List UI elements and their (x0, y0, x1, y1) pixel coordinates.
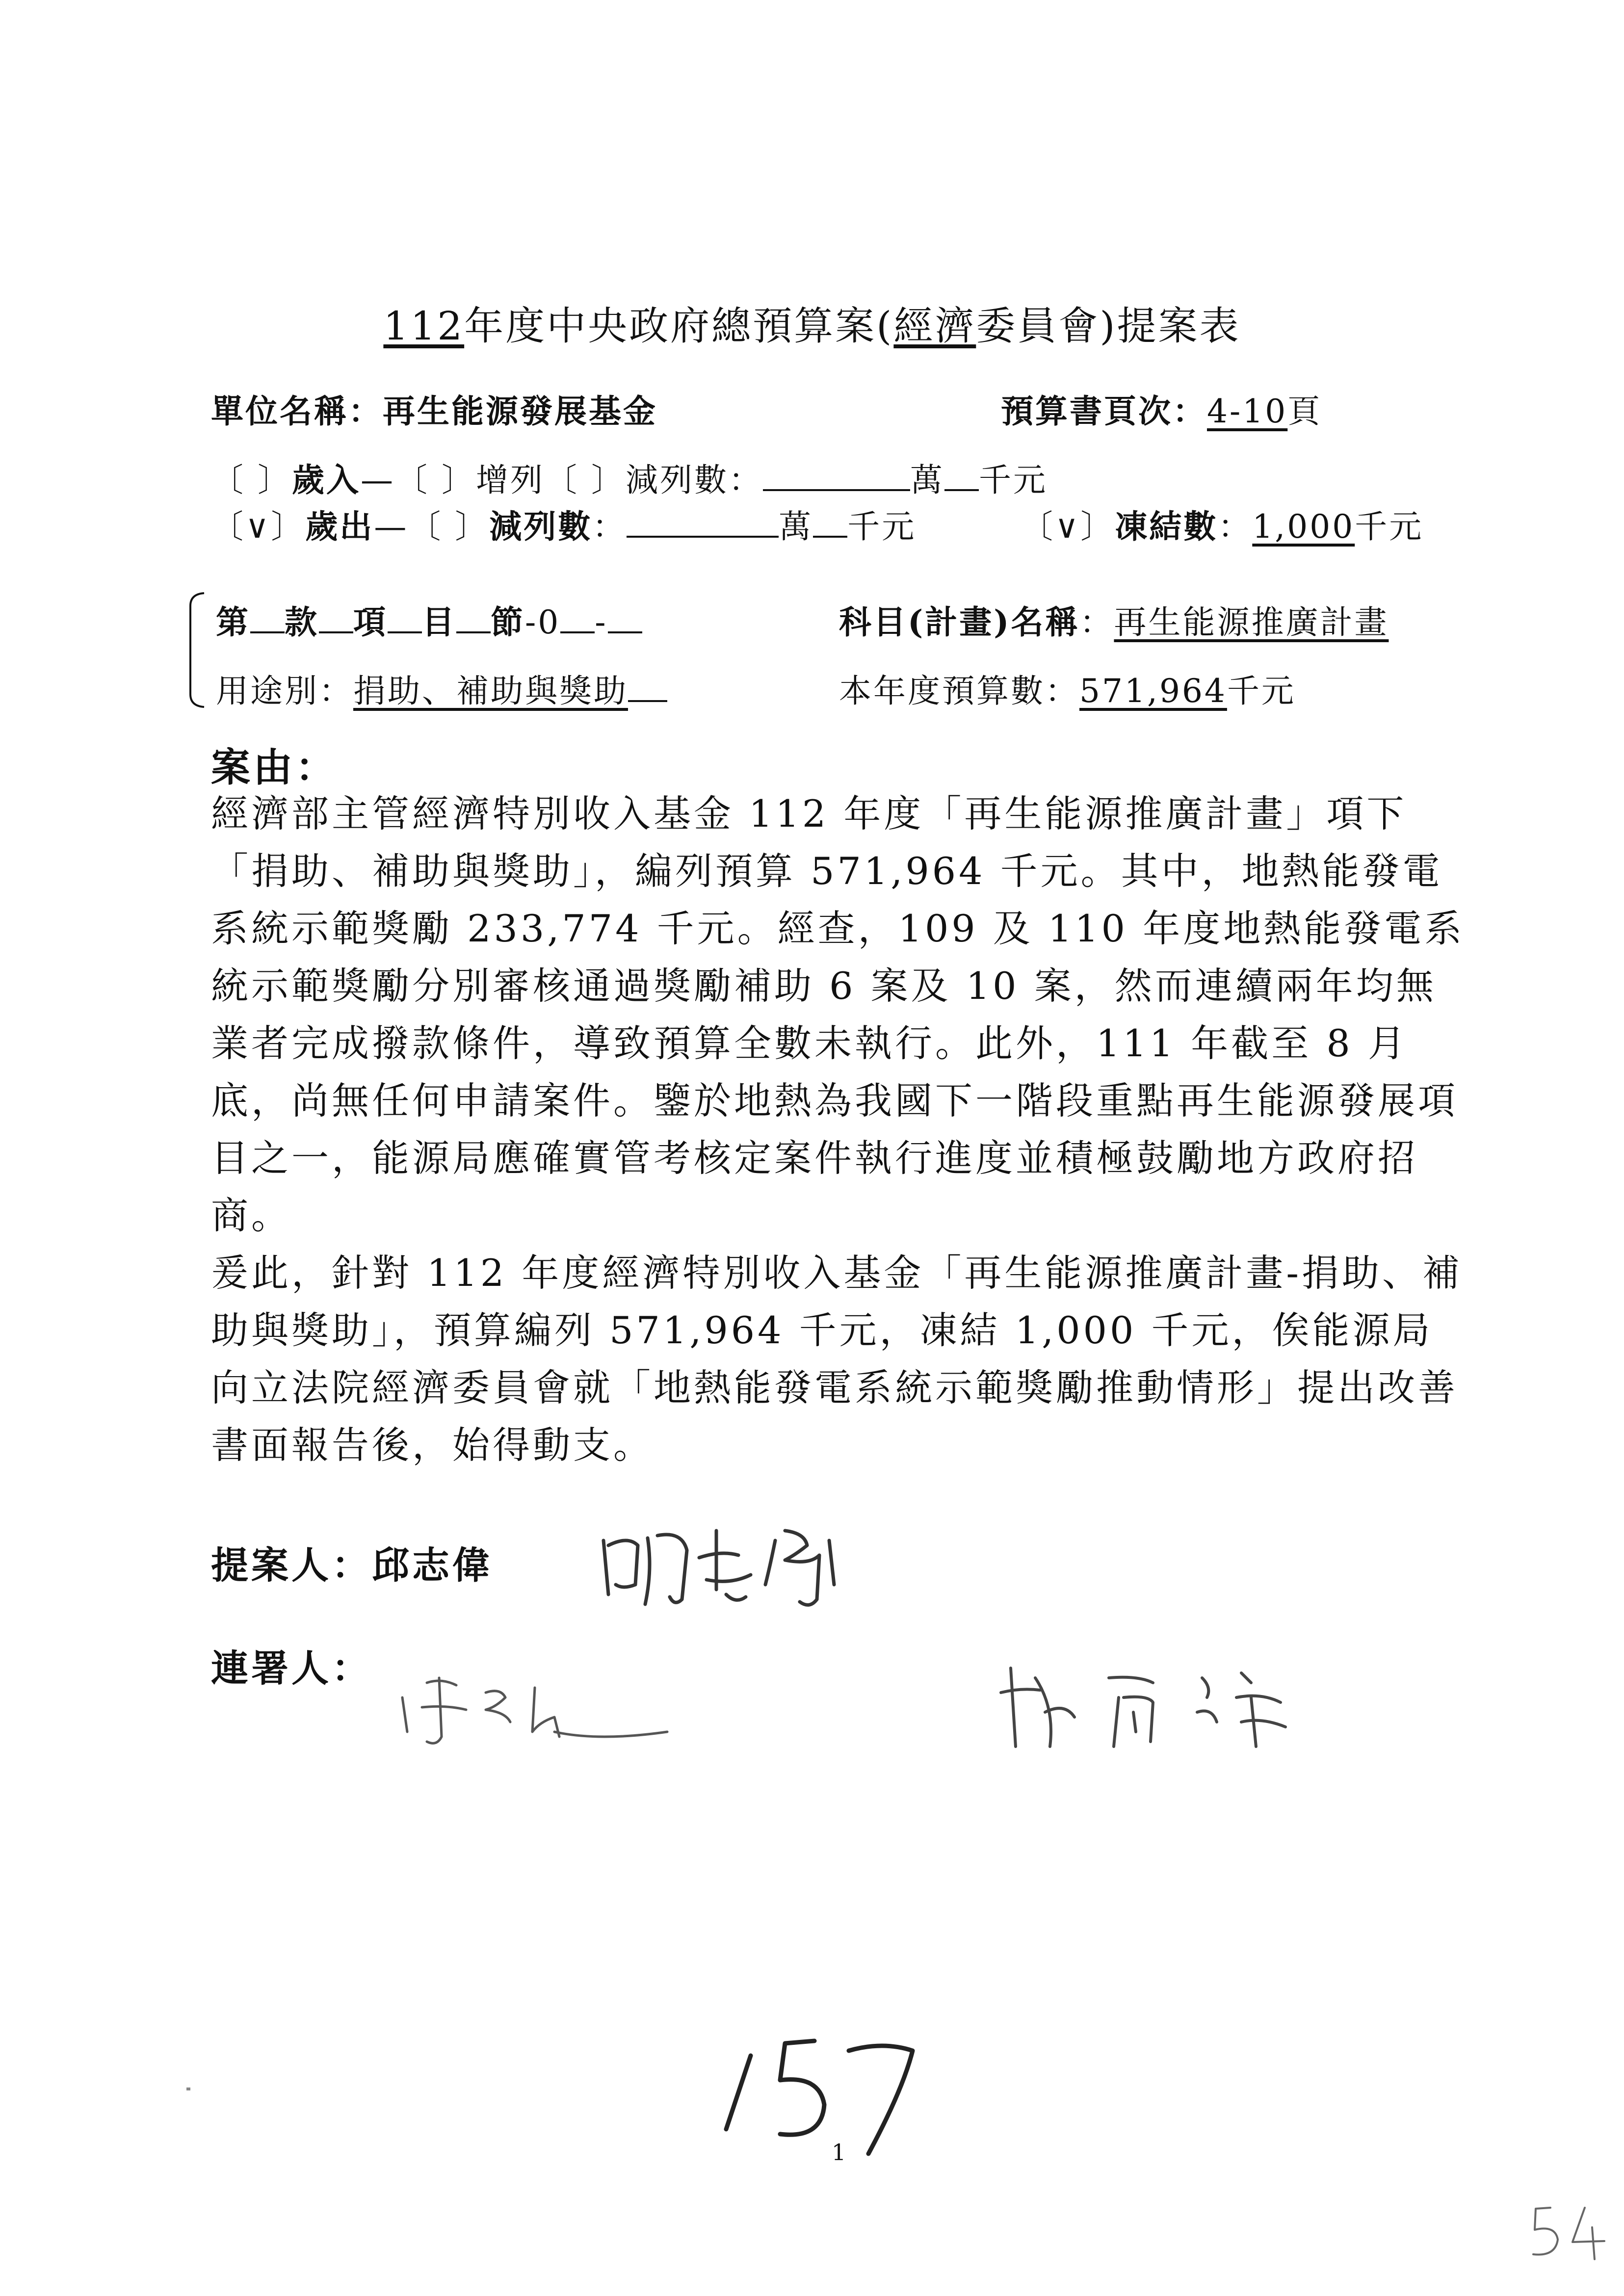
subject-label: 科目(計畫)名稱 (839, 603, 1080, 641)
proposer-label: 提案人： (211, 1543, 372, 1587)
revenue-line (211, 454, 1048, 500)
subject-xiang: 項 (353, 603, 388, 641)
expense-decrease: 減列數 (489, 507, 593, 546)
freeze-value: 1,000 (1252, 508, 1355, 546)
proposer-row (211, 1536, 493, 1589)
freeze-label: 凍結數 (1115, 507, 1218, 546)
reason-heading: 案由： (211, 744, 338, 790)
page-value: 4-10 (1207, 392, 1288, 430)
usage-row (216, 665, 667, 711)
freeze-group (1021, 500, 1423, 547)
subject-kuan: 款 (285, 603, 319, 641)
revenue-dash-box: —〔 〕 (360, 461, 476, 499)
usage-label: 用途別： (216, 672, 353, 710)
expense-blank-qian (813, 531, 847, 538)
revenue-wan: 萬 (910, 461, 944, 499)
unit-row (211, 385, 657, 432)
title-mid: 年度中央政府總預算案( (464, 303, 894, 349)
revenue-label: 歲入 (291, 461, 361, 499)
budget-value: 571,964 (1079, 672, 1227, 710)
title-committee: 經濟 (893, 303, 976, 349)
blank-after-jie (560, 626, 595, 633)
title-year: 112 (383, 303, 465, 349)
unit-value: 再生能源發展基金 (383, 392, 657, 430)
blank-mu (388, 626, 422, 633)
handwritten-page-number-image (707, 2021, 942, 2168)
freeze-colon: ： (1218, 508, 1253, 546)
subject-value: 再生能源推廣計畫 (1114, 603, 1389, 641)
blank-xiang (319, 626, 353, 633)
budget-group (839, 665, 1296, 711)
page-label: 預算書頁次： (1001, 392, 1207, 430)
cosigner-signature-2-image (996, 1648, 1310, 1761)
expense-blank-wan (627, 531, 779, 538)
subject-mu: 目 (422, 603, 456, 641)
form-title (0, 294, 1624, 351)
page-number: 1 (832, 2139, 846, 2166)
subject-di: 第 (216, 603, 250, 641)
expense-line (211, 500, 916, 547)
expense-wan: 萬 (779, 508, 813, 546)
expense-checkbox: 〔∨〕 (211, 508, 306, 546)
subject-jie-num: -0 (525, 603, 561, 641)
revenue-blank-qian (944, 484, 979, 491)
subject-row (216, 596, 642, 643)
proposer-signature-image (589, 1511, 864, 1619)
revenue-qianyuan: 千元 (978, 461, 1048, 499)
cosigner-label: 連署人： (211, 1646, 372, 1690)
subject-colon: ： (1079, 603, 1114, 641)
freeze-unit: 千元 (1355, 508, 1424, 546)
page-ref-row (1001, 385, 1322, 432)
scan-speck (186, 2087, 190, 2090)
subject-jie: 節 (491, 603, 525, 641)
expense-colon: ： (592, 508, 627, 546)
page-suffix: 頁 (1287, 392, 1322, 430)
revenue-checkbox: 〔 〕 (211, 461, 292, 499)
reason-paragraph-2: 爰此，針對 112 年度經濟特別收入基金「再生能源推廣計畫-捐助、補助與獎助」，預算編列 571,964 千元，凍結 1,000 千元，俟能源局向立法院經濟委員會就「地熱能發電系統示範獎勵推動情形」提出改善書面報告後，始得動支。 (211, 1251, 1463, 1467)
proposer-name: 邱志偉 (372, 1543, 493, 1587)
revenue-increase: 增列 (475, 461, 545, 499)
freeze-checkbox: 〔∨〕 (1021, 508, 1115, 546)
unit-label: 單位名稱： (211, 392, 383, 430)
expense-dash-box: —〔 〕 (374, 508, 490, 546)
expense-label: 歲出 (305, 507, 374, 546)
blank-jie (456, 626, 491, 633)
cosigner-signature-1-image (393, 1658, 687, 1756)
blank-kuan (250, 626, 285, 633)
budget-unit: 千元 (1227, 672, 1296, 710)
corner-handwritten-mark-image (1526, 2198, 1614, 2267)
revenue-box2: 〔 〕 (544, 461, 626, 499)
expense-qianyuan: 千元 (847, 508, 917, 546)
usage-blank (628, 695, 667, 702)
revenue-decrease: 減列數： (625, 461, 763, 499)
subject-name-group (839, 596, 1388, 643)
subject-dash: - (595, 603, 608, 641)
revenue-blank-wan (763, 484, 910, 491)
bracket-line (185, 591, 205, 709)
usage-value: 捐助、補助與獎助 (353, 672, 628, 710)
title-end: 委員會)提案表 (976, 303, 1241, 349)
reason-paragraph-1: 經濟部主管經濟特別收入基金 112 年度「再生能源推廣計畫」項下「捐助、補助與獎助」，編列預算 571,964 千元。其中，地熱能發電系統示範獎勵 233,774 千元。經查，109 及 110 年度地熱能發電系統示範獎勵分別審核通過獎勵補助 6 案及 10 案，然而連續兩年均無業者完成撥款條件，導致預算全數未執行。此外，111 年截至 8 月底，尚無任何申請案件。鑒於地熱為我國下一階段重點再生能源發展項目之一，能源局應確實管考核定案件執行進度並積極鼓勵地方政府招商。 (211, 792, 1465, 1237)
blank-last (608, 626, 642, 633)
budget-label: 本年度預算數： (839, 672, 1079, 710)
reason-body (211, 785, 1467, 1474)
